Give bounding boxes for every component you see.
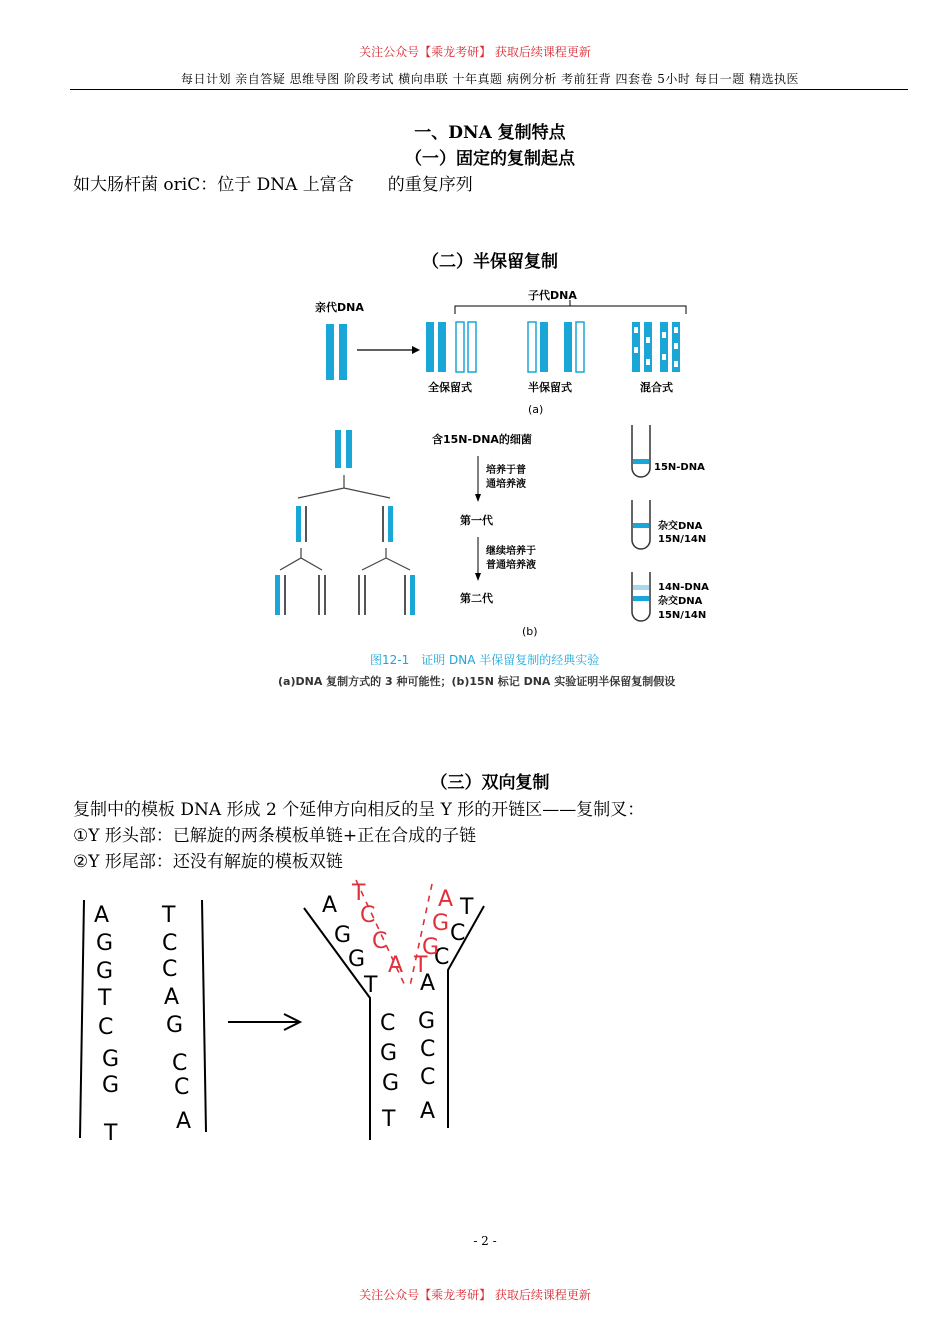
svg-text:T: T xyxy=(382,1107,396,1132)
svg-text:C: C xyxy=(450,921,466,946)
svg-text:G: G xyxy=(348,947,366,972)
duplex-right-bases xyxy=(161,903,191,1134)
flow-step2-line1: 继续培养于 xyxy=(486,546,536,557)
svg-text:A: A xyxy=(420,971,436,996)
svg-text:T: T xyxy=(364,973,378,998)
fork-stem-left-bases xyxy=(380,1011,399,1132)
svg-text:T: T xyxy=(98,986,112,1011)
svg-text:G: G xyxy=(102,1047,120,1072)
page-number: - 2 - xyxy=(473,1234,497,1248)
footer-promo: 关注公众号【乘龙考研】 获取后续课程更新 xyxy=(359,1288,591,1302)
duplex-left-backbone xyxy=(80,900,84,1138)
parent-strand-1 xyxy=(326,324,334,380)
tube2-label-1: 杂交DNA xyxy=(658,521,703,532)
panel-a-label: (a) xyxy=(528,403,544,416)
tube3-label-1: 14N-DNA xyxy=(658,582,709,593)
svg-text:C: C xyxy=(434,945,450,970)
model-semiconservative-label: 半保留式 xyxy=(528,381,572,394)
svg-text:C: C xyxy=(372,929,388,954)
fork-head-text: ①Y 形头部：已解旋的两条模板单链+正在合成的子链 xyxy=(73,826,477,846)
tube-2 xyxy=(632,500,650,549)
semi-strand-2 xyxy=(540,322,548,372)
model-dispersive-label: 混合式 xyxy=(640,381,673,394)
semi-strand-3 xyxy=(564,322,572,372)
duplex-left-bases xyxy=(94,903,119,1146)
svg-text:C: C xyxy=(360,903,376,928)
svg-text:T: T xyxy=(352,881,366,906)
flow-step1-line1: 培养于普 xyxy=(486,465,526,476)
flow-arrow-2-head xyxy=(475,573,481,581)
svg-text:C: C xyxy=(420,1065,436,1090)
fork-tail-text: ②Y 形尾部：还没有解旋的模板双链 xyxy=(73,852,343,872)
dispersive-model xyxy=(632,322,680,372)
svg-text:A: A xyxy=(420,1099,436,1124)
svg-text:T: T xyxy=(104,1121,118,1146)
svg-text:A: A xyxy=(164,985,180,1010)
header-rule xyxy=(70,89,908,90)
model-conservative-label: 全保留式 xyxy=(428,381,472,394)
svg-text:A: A xyxy=(176,1109,192,1134)
section-title-replication: 一、DNA 复制特点 xyxy=(414,123,566,143)
subtitle-semiconservative: （二）半保留复制 xyxy=(422,252,558,272)
parent-strand-2 xyxy=(339,324,347,380)
semi-strand-4 xyxy=(576,322,584,372)
flow-step2-line2: 普通培养液 xyxy=(486,560,536,571)
svg-text:T: T xyxy=(460,895,474,920)
header-menu: 每日计划 亲自答疑 思维导图 阶段考试 横向串联 十年真题 病例分析 考前狂背 四套卷 5小时 每日一题 精选执医 xyxy=(180,72,800,86)
svg-text:G: G xyxy=(382,1071,400,1096)
svg-text:T: T xyxy=(162,903,176,928)
child-bracket xyxy=(455,300,686,314)
figure-semiconservative xyxy=(260,280,730,700)
tube3-label-2: 杂交DNA xyxy=(658,596,703,607)
figure-caption-text: (a)DNA 复制方式的 3 种可能性；(b)15N 标记 DNA 实验证明半保留复制假设 xyxy=(278,675,676,688)
replication-fork-sketch xyxy=(70,870,530,1150)
svg-text:C: C xyxy=(174,1075,190,1100)
duplex-right-backbone xyxy=(202,900,206,1132)
subtitle-bidirectional: （三）双向复制 xyxy=(430,773,550,793)
subtitle-fixed-origin: （一）固定的复制起点 xyxy=(405,149,575,169)
flow-arrow-1-head xyxy=(475,494,481,502)
svg-text:G: G xyxy=(432,911,450,936)
tube1-label: 15N-DNA xyxy=(654,462,705,473)
parent-dna-label: 亲代DNA xyxy=(315,301,364,314)
child-dna-label: 子代DNA xyxy=(528,289,577,302)
flow-gen2: 第二代 xyxy=(460,592,493,605)
arrow-head xyxy=(412,346,420,354)
generation-tree xyxy=(275,430,415,615)
svg-text:C: C xyxy=(420,1037,436,1062)
svg-text:A: A xyxy=(94,903,110,928)
flow-start: 含15N-DNA的细菌 xyxy=(432,433,532,446)
svg-text:C: C xyxy=(162,931,178,956)
svg-text:G: G xyxy=(422,935,440,960)
header-promo: 关注公众号【乘龙考研】 获取后续课程更新 xyxy=(359,45,591,59)
panel-b-label: (b) xyxy=(522,625,538,638)
svg-text:C: C xyxy=(162,957,178,982)
svg-text:G: G xyxy=(166,1013,184,1038)
svg-text:G: G xyxy=(96,931,114,956)
conservative-strand-1 xyxy=(426,322,434,372)
svg-text:G: G xyxy=(96,959,114,984)
tube-1 xyxy=(632,425,650,477)
sketch-arrow xyxy=(228,1014,300,1030)
svg-text:A: A xyxy=(388,953,404,978)
svg-text:C: C xyxy=(98,1015,114,1040)
svg-text:G: G xyxy=(380,1041,398,1066)
conservative-strand-3 xyxy=(456,322,464,372)
conservative-strand-2 xyxy=(438,322,446,372)
svg-text:C: C xyxy=(380,1011,396,1036)
fork-stem-right-bases xyxy=(418,1009,435,1124)
tube3-label-3: 15N/14N xyxy=(658,610,707,621)
svg-text:T: T xyxy=(414,953,428,978)
figure-caption-title: 图12-1 证明 DNA 半保留复制的经典实验 xyxy=(370,653,600,667)
semi-strand-1 xyxy=(528,322,536,372)
svg-text:G: G xyxy=(418,1009,436,1034)
svg-text:G: G xyxy=(102,1073,120,1098)
svg-text:C: C xyxy=(172,1051,188,1076)
conservative-strand-4 xyxy=(468,322,476,372)
flow-gen1: 第一代 xyxy=(460,514,493,527)
flow-step1-line2: 通培养液 xyxy=(486,479,526,490)
svg-text:A: A xyxy=(322,893,338,918)
tube-3 xyxy=(632,572,650,621)
tube2-label-2: 15N/14N xyxy=(658,534,707,545)
svg-text:A: A xyxy=(438,887,454,912)
fork-definition: 复制中的模板 DNA 形成 2 个延伸方向相反的呈 Y 形的开链区——复制叉： xyxy=(73,800,645,820)
origin-text: 如大肠杆菌 oriC：位于 DNA 上富含 的重复序列 xyxy=(73,175,473,195)
svg-text:G: G xyxy=(334,923,352,948)
